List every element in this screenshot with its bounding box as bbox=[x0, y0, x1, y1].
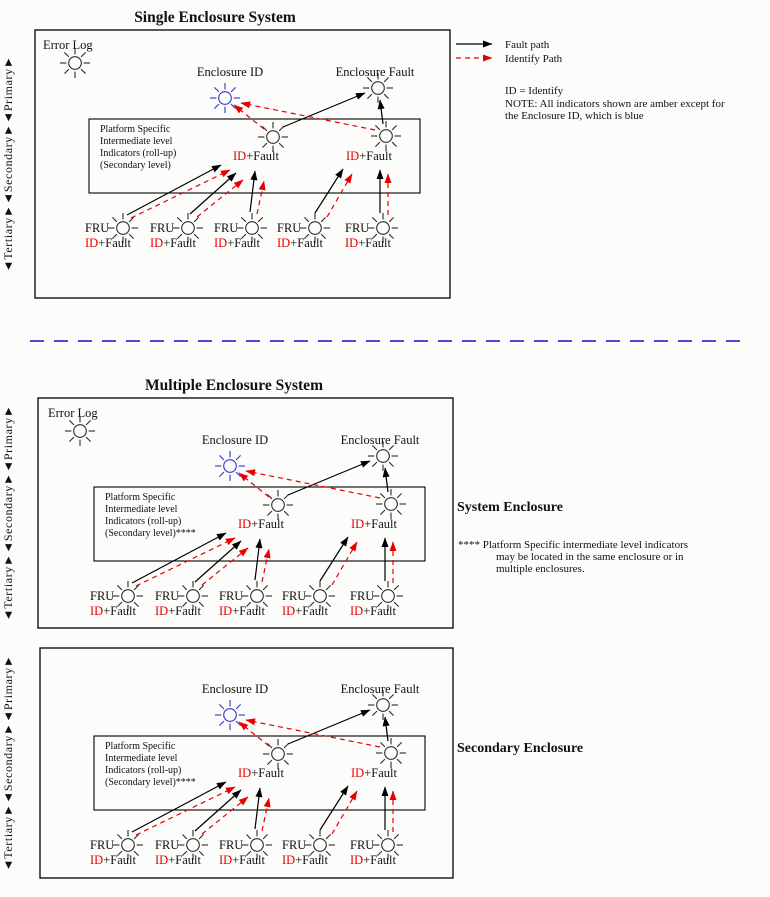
fru-id-fault-label bbox=[277, 236, 323, 250]
fault-path-arrow bbox=[132, 533, 226, 583]
identify-path-arrow bbox=[332, 542, 357, 585]
intermediate-indicator-icon bbox=[371, 121, 401, 151]
enclosure-id-indicator-icon bbox=[210, 83, 240, 113]
plus-fault-label: +Fault bbox=[227, 236, 260, 250]
fru-indicator-group bbox=[282, 830, 335, 867]
rollup-box-text: Indicators (roll-up) bbox=[105, 765, 182, 776]
fru-label: FRU bbox=[350, 838, 375, 852]
fru-id-fault-label bbox=[345, 236, 391, 250]
fru-label: FRU bbox=[282, 589, 307, 603]
fru-label: FRU bbox=[350, 589, 375, 603]
id-label: ID bbox=[155, 604, 169, 618]
fru-indicator-group bbox=[85, 213, 138, 250]
fru-id-fault-label bbox=[150, 236, 196, 250]
identify-path-arrow bbox=[239, 722, 269, 746]
fru-id-fault-label bbox=[90, 853, 136, 867]
enclosure-id-label: Enclosure ID bbox=[196, 65, 264, 79]
id-label: ID bbox=[219, 604, 233, 618]
id-label: ID bbox=[345, 236, 359, 250]
plus-fault-label: +Fault bbox=[363, 604, 396, 618]
fault-path-arrow bbox=[250, 171, 255, 212]
fault-path-arrow bbox=[385, 717, 388, 741]
intermediate-indicator-icon bbox=[376, 489, 406, 519]
fru-label: FRU bbox=[85, 221, 110, 235]
fault-path-arrow bbox=[127, 165, 221, 215]
fru-indicator-group bbox=[214, 213, 267, 250]
intermediate-id-fault-label bbox=[346, 149, 392, 163]
rollup-box-text: (Secondary level)**** bbox=[105, 777, 196, 788]
footnote-line3: multiple enclosures. bbox=[496, 563, 585, 575]
error-log-label: Error Log bbox=[43, 38, 93, 52]
level-axis-label: ◄Tertiary►◄Secondary►◄Primary► bbox=[1, 654, 15, 872]
legend-fault-path-label: Fault path bbox=[505, 39, 550, 51]
fault-path-arrow bbox=[385, 468, 388, 492]
plus-fault-label: +Fault bbox=[232, 853, 265, 867]
identify-path-arrow bbox=[197, 180, 243, 217]
plus-fault-label: +Fault bbox=[103, 604, 136, 618]
diagram-title: Multiple Enclosure System bbox=[145, 377, 323, 394]
fault-path-arrow bbox=[255, 788, 260, 829]
plus-fault-label: +Fault bbox=[168, 853, 201, 867]
fru-id-fault-label bbox=[214, 236, 260, 250]
intermediate-id-fault-label bbox=[351, 766, 397, 780]
plus-fault-label: +Fault bbox=[251, 517, 284, 531]
plus-fault-label: +Fault bbox=[364, 517, 397, 531]
fru-id-fault-label bbox=[350, 853, 396, 867]
fru-indicator-group bbox=[277, 213, 330, 250]
fru-id-fault-label bbox=[282, 604, 328, 618]
diagram-multiple-secondary-enclosure bbox=[1, 648, 583, 878]
rollup-box-text: Platform Specific bbox=[105, 492, 176, 503]
id-label: ID bbox=[351, 766, 365, 780]
fault-path-arrow bbox=[288, 461, 370, 495]
fault-path-arrow bbox=[283, 93, 365, 127]
enclosure-fault-indicator-icon bbox=[368, 441, 398, 471]
fault-path-arrow bbox=[255, 539, 260, 580]
id-label: ID bbox=[219, 853, 233, 867]
enclosure-id-label: Enclosure ID bbox=[201, 682, 269, 696]
identify-path-arrow bbox=[262, 798, 269, 831]
identify-path-arrow bbox=[136, 538, 235, 586]
fru-indicator-group bbox=[350, 830, 403, 867]
plus-fault-label: +Fault bbox=[295, 853, 328, 867]
footnote-line1: **** Platform Specific intermediate level indicators bbox=[458, 539, 689, 551]
fru-label: FRU bbox=[155, 838, 180, 852]
level-axis-label: ◄Tertiary►◄Secondary►◄Primary► bbox=[1, 55, 15, 273]
fault-path-arrow bbox=[288, 710, 370, 744]
plus-fault-label: +Fault bbox=[103, 853, 136, 867]
fru-indicator-group bbox=[350, 581, 403, 618]
enclosure-id-indicator-icon bbox=[215, 700, 245, 730]
id-label: ID bbox=[238, 517, 252, 531]
id-label: ID bbox=[238, 766, 252, 780]
rollup-box-text: Platform Specific bbox=[105, 741, 176, 752]
enclosure-id-label: Enclosure ID bbox=[201, 433, 269, 447]
id-label: ID bbox=[90, 604, 104, 618]
plus-fault-label: +Fault bbox=[358, 236, 391, 250]
legend-note-line2: the Enclosure ID, which is blue bbox=[505, 110, 644, 122]
fru-label: FRU bbox=[214, 221, 239, 235]
fru-id-fault-label bbox=[85, 236, 131, 250]
diagram-single-enclosure-system bbox=[1, 9, 450, 298]
rollup-box-text: Indicators (roll-up) bbox=[100, 148, 177, 159]
fru-indicator-group bbox=[150, 213, 203, 250]
fault-path-arrow bbox=[132, 782, 226, 832]
fru-label: FRU bbox=[150, 221, 175, 235]
rollup-box-text: Intermediate level bbox=[100, 136, 173, 147]
enclosure-id-indicator-icon bbox=[215, 451, 245, 481]
fru-label: FRU bbox=[282, 838, 307, 852]
intermediate-id-fault-label bbox=[238, 766, 284, 780]
fru-indicator-group bbox=[90, 830, 143, 867]
plus-fault-label: +Fault bbox=[98, 236, 131, 250]
id-label: ID bbox=[277, 236, 291, 250]
intermediate-id-fault-label bbox=[233, 149, 279, 163]
id-label: ID bbox=[350, 604, 364, 618]
fru-indicator-group bbox=[282, 581, 335, 618]
id-label: ID bbox=[350, 853, 364, 867]
fru-indicator-group bbox=[155, 830, 208, 867]
identify-path-arrow bbox=[332, 791, 357, 834]
enclosure-fault-indicator-icon bbox=[368, 690, 398, 720]
plus-fault-label: +Fault bbox=[363, 853, 396, 867]
rollup-box-text: (Secondary level)**** bbox=[105, 528, 196, 539]
id-label: ID bbox=[282, 604, 296, 618]
fru-id-fault-label bbox=[90, 604, 136, 618]
identify-path-arrow bbox=[239, 473, 269, 497]
id-label: ID bbox=[233, 149, 247, 163]
fault-path-arrow bbox=[320, 537, 348, 581]
fru-id-fault-label bbox=[155, 604, 201, 618]
rollup-box-text: Platform Specific bbox=[100, 124, 171, 135]
enclosure-section-heading: Secondary Enclosure bbox=[457, 741, 584, 756]
diagram-title: Single Enclosure System bbox=[134, 9, 296, 26]
fru-indicator-group bbox=[345, 213, 398, 250]
rollup-box-text: Intermediate level bbox=[105, 753, 178, 764]
id-label: ID bbox=[346, 149, 360, 163]
fru-label: FRU bbox=[345, 221, 370, 235]
enclosure-fault-label: Enclosure Fault bbox=[335, 65, 415, 79]
plus-fault-label: +Fault bbox=[290, 236, 323, 250]
fru-id-fault-label bbox=[219, 604, 265, 618]
plus-fault-label: +Fault bbox=[251, 766, 284, 780]
plus-fault-label: +Fault bbox=[163, 236, 196, 250]
error-log-label: Error Log bbox=[48, 406, 98, 420]
fru-indicator-group bbox=[155, 581, 208, 618]
plus-fault-label: +Fault bbox=[359, 149, 392, 163]
identify-path-arrow bbox=[327, 174, 352, 217]
footnote bbox=[458, 539, 688, 575]
plus-fault-label: +Fault bbox=[246, 149, 279, 163]
id-label: ID bbox=[155, 853, 169, 867]
enclosure-fault-indicator-icon bbox=[363, 73, 393, 103]
fault-path-arrow bbox=[315, 169, 343, 213]
fru-indicator-group bbox=[219, 581, 272, 618]
fault-path-arrow bbox=[320, 786, 348, 830]
id-label: ID bbox=[282, 853, 296, 867]
rollup-box-text: (Secondary level) bbox=[100, 160, 171, 171]
fault-path-arrow bbox=[380, 100, 383, 124]
identify-path-arrow bbox=[202, 797, 248, 834]
fru-indicator-group bbox=[90, 581, 143, 618]
fru-id-fault-label bbox=[350, 604, 396, 618]
legend-note-line1: NOTE: All indicators shown are amber except for bbox=[505, 98, 725, 110]
enclosure-fault-label: Enclosure Fault bbox=[340, 682, 420, 696]
diagram-multiple-system-enclosure bbox=[1, 377, 563, 628]
fru-label: FRU bbox=[277, 221, 302, 235]
enclosure-section-heading: System Enclosure bbox=[457, 500, 563, 515]
legend-identify-path-label: Identify Path bbox=[505, 53, 563, 65]
fru-label: FRU bbox=[219, 838, 244, 852]
fru-id-fault-label bbox=[282, 853, 328, 867]
plus-fault-label: +Fault bbox=[168, 604, 201, 618]
identify-path-arrow bbox=[131, 170, 230, 218]
identify-path-arrow bbox=[136, 787, 235, 835]
identify-path-arrow bbox=[257, 181, 264, 214]
legend bbox=[456, 39, 725, 122]
rollup-box-text: Indicators (roll-up) bbox=[105, 516, 182, 527]
plus-fault-label: +Fault bbox=[364, 766, 397, 780]
id-label: ID bbox=[351, 517, 365, 531]
level-axis-label: ◄Tertiary►◄Secondary►◄Primary► bbox=[1, 404, 15, 622]
fru-id-fault-label bbox=[219, 853, 265, 867]
legend-id-note: ID = Identify bbox=[505, 85, 564, 97]
fru-label: FRU bbox=[155, 589, 180, 603]
id-label: ID bbox=[85, 236, 99, 250]
id-label: ID bbox=[214, 236, 228, 250]
footnote-line2: may be located in the same enclosure or in bbox=[496, 551, 684, 563]
intermediate-id-fault-label bbox=[238, 517, 284, 531]
enclosure-fault-label: Enclosure Fault bbox=[340, 433, 420, 447]
intermediate-id-fault-label bbox=[351, 517, 397, 531]
plus-fault-label: +Fault bbox=[295, 604, 328, 618]
error-log-indicator-icon bbox=[60, 48, 90, 78]
fru-id-fault-label bbox=[155, 853, 201, 867]
error-log-indicator-icon bbox=[65, 416, 95, 446]
identify-path-arrow bbox=[234, 105, 264, 129]
identify-path-arrow bbox=[262, 549, 269, 582]
fru-indicator-group bbox=[219, 830, 272, 867]
intermediate-indicator-icon bbox=[376, 738, 406, 768]
id-label: ID bbox=[90, 853, 104, 867]
id-label: ID bbox=[150, 236, 164, 250]
identify-path-arrow bbox=[202, 548, 248, 585]
fru-label: FRU bbox=[90, 589, 115, 603]
fru-label: FRU bbox=[219, 589, 244, 603]
fru-label: FRU bbox=[90, 838, 115, 852]
plus-fault-label: +Fault bbox=[232, 604, 265, 618]
rollup-box-text: Intermediate level bbox=[105, 504, 178, 515]
